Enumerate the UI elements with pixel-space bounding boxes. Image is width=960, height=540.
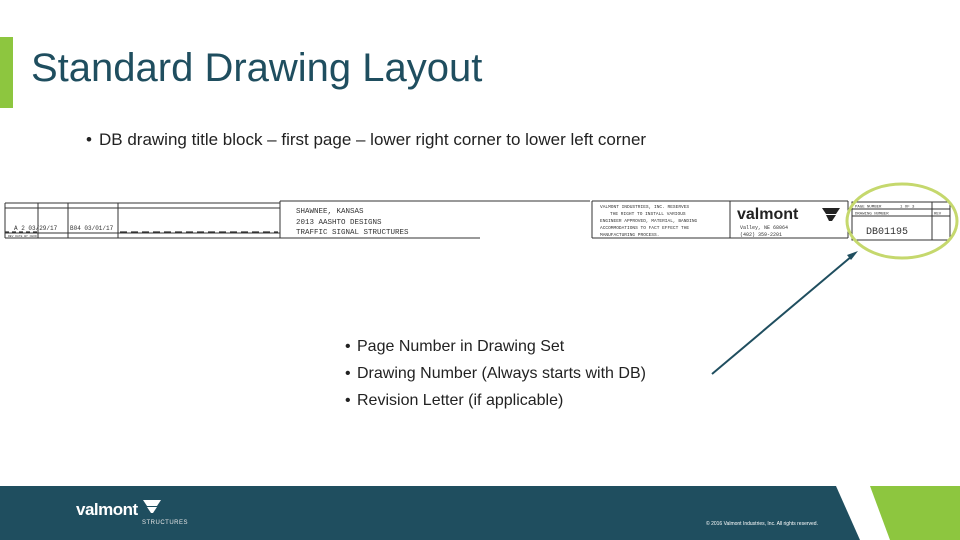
rev-row-2: REV DATE BY CHKD (8, 235, 37, 238)
project-line-3: TRAFFIC SIGNAL STRUCTURES (296, 229, 409, 237)
rev-row-1: A 2 03/29/17 (14, 225, 58, 232)
address-line-2: (402) 359-2201 (740, 232, 783, 238)
address-line-1: Valley, NE 68064 (740, 225, 789, 231)
bullet-text: Drawing Number (Always starts with DB) (357, 365, 646, 382)
highlight-circle (847, 184, 957, 258)
bullet-list (345, 338, 646, 419)
notice-line-5: MANUFACTURING PROCESS. (600, 233, 660, 238)
bullet-text: Page Number in Drawing Set (357, 338, 565, 355)
title-block-logo: valmont (737, 206, 799, 223)
notice-line-2: THE RIGHT TO INSTALL VARIOUS (610, 212, 686, 217)
bullet-text: Revision Letter (if applicable) (357, 392, 564, 409)
drawing-number-value: DB01195 (866, 227, 909, 238)
project-line-1: SHAWNEE, KANSAS (296, 208, 364, 216)
footer-logo-word: valmont (76, 500, 138, 519)
rev-row-1b: B04 03/01/17 (70, 225, 114, 232)
page-number-label: PAGE NUMBER (855, 205, 882, 210)
slide-title: Standard Drawing Layout (31, 46, 483, 90)
bullet-dot: • (345, 365, 351, 382)
footer-logo (76, 500, 189, 526)
top-bullet-text: DB drawing title block – first page – lower right corner to lower left corner (99, 130, 647, 149)
list-item (345, 365, 646, 392)
bullet-dot: • (345, 392, 351, 409)
page-of-value: 1 OF 3 (900, 205, 915, 210)
rev-label: REV (934, 212, 942, 217)
notice-line-4: ACCOMMODATIONS TO FACT EFFECT THE (600, 226, 690, 231)
bullet-dot: • (86, 130, 92, 149)
project-line-2: 2013 AASHTO DESIGNS (296, 219, 382, 227)
list-item (345, 392, 646, 419)
notice-line-3: ENGINEER APPROVED, MATERIAL, BANDING (600, 219, 698, 224)
pointer-arrow (712, 256, 852, 374)
list-item (345, 338, 646, 365)
copyright-text: © 2016 Valmont Industries, Inc. All rights reserved. (706, 521, 818, 527)
notice-line-1: VALMONT INDUSTRIES, INC. RESERVES (600, 205, 690, 210)
valmont-mark-icon (143, 500, 161, 514)
footer-logo-sub: STRUCTURES (142, 520, 189, 526)
bullet-dot: • (345, 338, 351, 355)
drawing-number-label: DRAWING NUMBER (855, 212, 889, 217)
